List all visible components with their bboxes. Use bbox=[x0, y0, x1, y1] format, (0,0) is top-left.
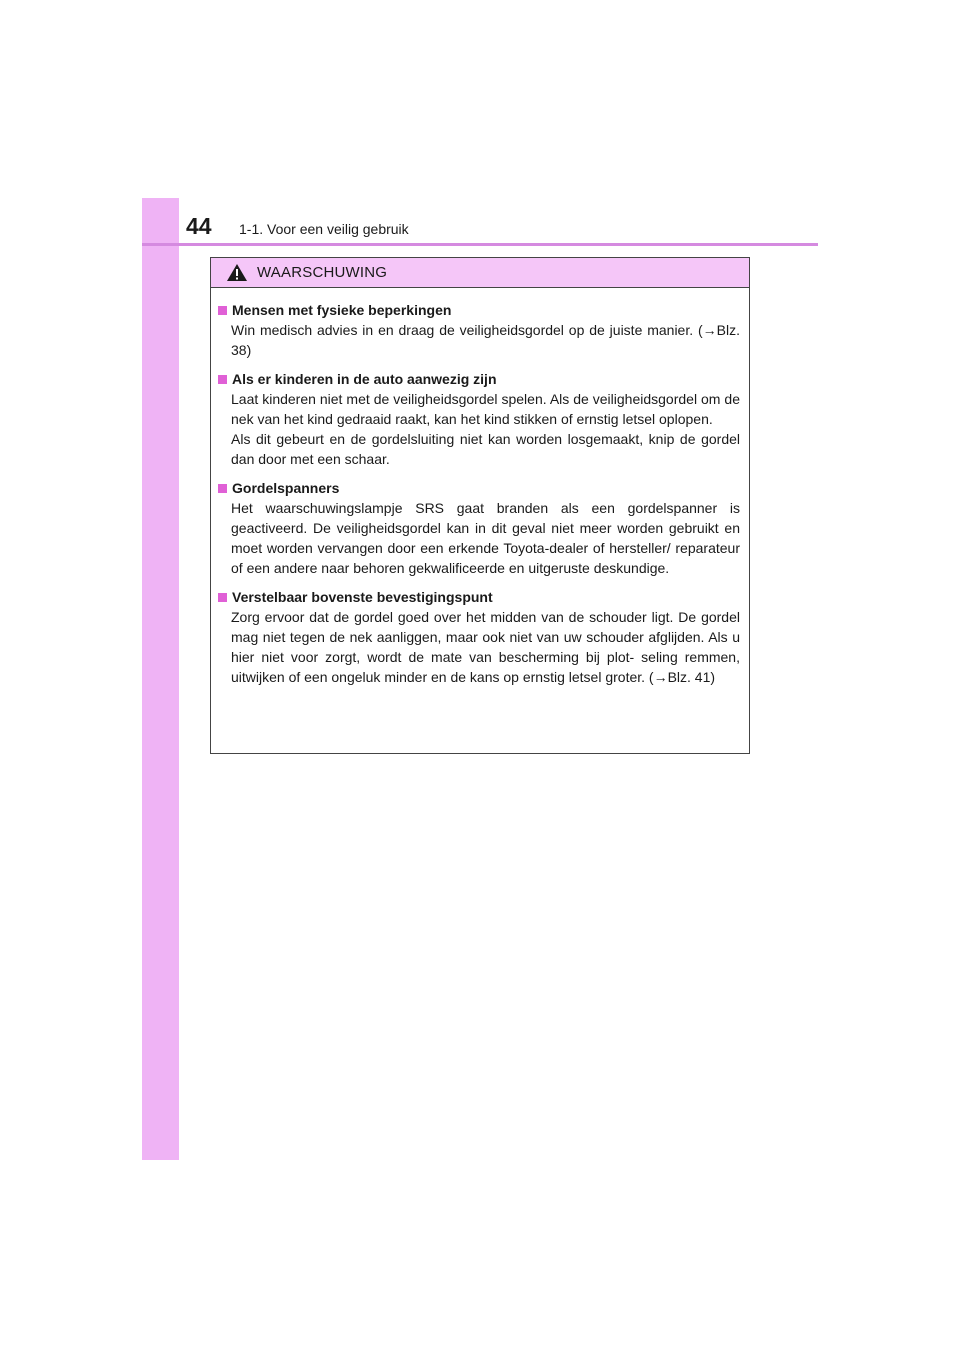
square-bullet-icon bbox=[218, 593, 227, 602]
warning-header bbox=[211, 258, 749, 288]
warning-box bbox=[210, 257, 750, 754]
header-rule bbox=[142, 243, 818, 246]
warning-item bbox=[218, 587, 740, 687]
page-number: 44 bbox=[186, 213, 212, 239]
section-title: 1-1. Voor een veilig gebruik bbox=[239, 221, 409, 237]
item-heading: Mensen met fysieke beperkingen bbox=[232, 302, 452, 318]
warning-triangle-icon bbox=[226, 263, 248, 282]
item-paragraph: Als dit gebeurt en de gordelsluiting niet kan worden losgemaakt, knip de gordel dan door met een schaar. bbox=[231, 431, 740, 467]
warning-title: WAARSCHUWING bbox=[257, 264, 388, 281]
item-paragraph: Het waarschuwingslampje SRS gaat branden als een gordelspanner is geactiveerd. De veiligheidsgordel kan in dit geval niet meer worden gebruikt en moet worden vervangen door een erkende Toyota-dealer of hersteller/ reparateur of een andere naar behoren gekwalificeerde en uitgeruste deskundige. bbox=[231, 500, 740, 576]
warning-item bbox=[218, 300, 740, 360]
item-paragraph: Laat kinderen niet met de veiligheidsgordel spelen. Als de veiligheidsgordel om de nek van het kind gedraaid raakt, kan het kind stikken of ernstig letsel oplopen. bbox=[231, 391, 740, 427]
warning-item bbox=[218, 369, 740, 469]
warning-item bbox=[218, 478, 740, 578]
item-heading: Gordelspanners bbox=[232, 480, 340, 496]
item-paragraph: Win medisch advies in en draag de veiligheidsgordel op de juiste manier. (→Blz. 38) bbox=[231, 322, 740, 358]
square-bullet-icon bbox=[218, 306, 227, 315]
square-bullet-icon bbox=[218, 484, 227, 493]
item-heading: Als er kinderen in de auto aanwezig zijn bbox=[232, 371, 497, 387]
warning-body bbox=[211, 288, 749, 687]
item-paragraph: Zorg ervoor dat de gordel goed over het midden van de schouder ligt. De gordel mag niet tegen de nek aanliggen, maar ook niet van uw schouder afglijden. Als u hier niet voor zorgt, wordt de mate van bescherming bij plot- seling remmen, uitwijken of een ongeluk minder en de kans op ernstig letsel groter. (→Blz. 41) bbox=[231, 609, 740, 685]
item-heading: Verstelbaar bovenste bevestigingspunt bbox=[232, 589, 493, 605]
square-bullet-icon bbox=[218, 375, 227, 384]
side-tab bbox=[142, 198, 179, 1160]
